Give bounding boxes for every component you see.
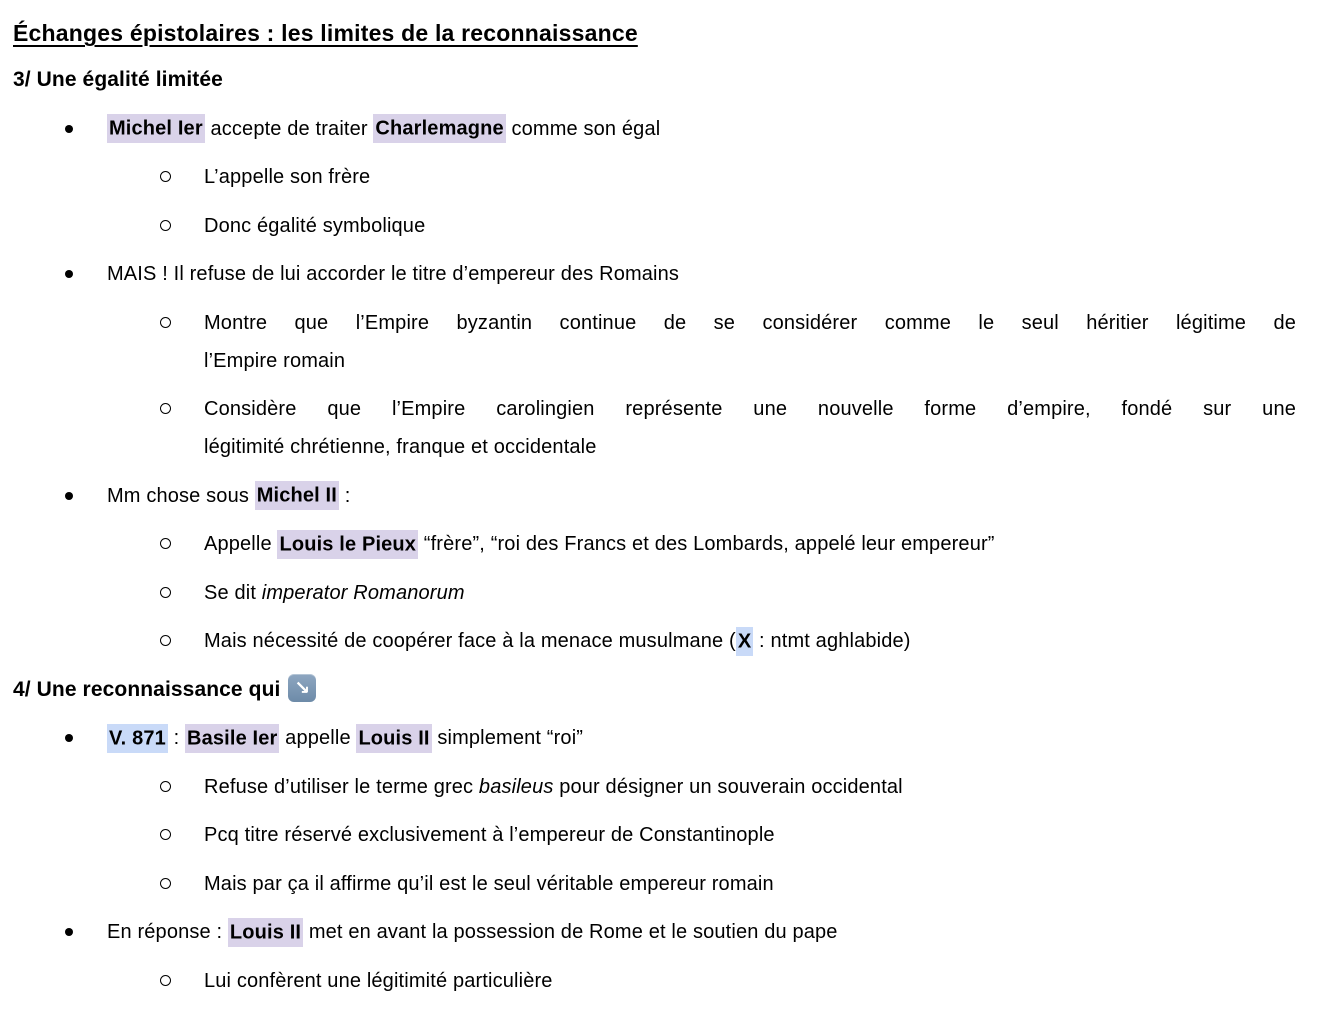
page-title: Échanges épistolaires : les limites de la reconnaissance — [13, 20, 638, 46]
text-run: “frère”, “roi des Francs et des Lombards, appelé leur empereur” — [418, 533, 995, 555]
highlighted-term: Basile Ier — [185, 724, 279, 753]
section-heading-4-text: 4/ Une reconnaissance qui — [13, 677, 281, 701]
highlighted-term: Michel Ier — [107, 114, 205, 143]
text-run: : — [167, 727, 186, 749]
latin-term: imperator Romanorum — [261, 581, 465, 604]
text-run: Se dit — [204, 581, 262, 604]
text-run: appelle — [279, 727, 357, 749]
sub-bullet-item — [13, 622, 1296, 660]
highlighted-term: X — [736, 627, 754, 656]
bullet-item — [13, 110, 1296, 148]
circle-bullet-icon — [160, 975, 171, 986]
circle-bullet-icon — [160, 538, 171, 549]
text-run: accepte de traiter — [204, 117, 374, 140]
circle-bullet-icon — [160, 781, 171, 792]
text-run: Donc égalité symbolique — [204, 214, 426, 237]
highlighted-term: Michel II — [255, 481, 339, 510]
text-run: Lui confèrent une légitimité particulière — [204, 969, 553, 992]
text-run: simplement “roi” — [431, 727, 584, 749]
circle-bullet-icon — [160, 317, 171, 328]
text-run: MAIS ! Il refuse de lui accorder le titre d’empereur des Romains — [107, 263, 680, 285]
circle-bullet-icon — [160, 587, 171, 598]
bullet-item — [13, 255, 1296, 293]
highlighted-term: Louis le Pieux — [277, 530, 418, 559]
section-heading-3: 3/ Une égalité limitée — [13, 68, 223, 91]
sub-bullet-item — [13, 574, 1296, 612]
text-line: Montre que l’Empire byzantin continue de se considérer comme le seul héritier légitime de — [204, 311, 1296, 334]
circle-bullet-icon — [160, 635, 171, 646]
sub-bullet-item — [13, 525, 1296, 563]
sub-bullet-item — [13, 158, 1296, 196]
sub-bullet-item — [13, 816, 1296, 854]
highlighted-date: V. 871 — [107, 724, 168, 753]
sub-bullet-item — [13, 962, 1296, 1000]
highlighted-term: Charlemagne — [373, 114, 505, 143]
text-run: : ntmt aghlabide) — [753, 630, 911, 652]
text-run: : — [338, 484, 351, 507]
text-line: l’Empire romain — [204, 349, 346, 372]
highlighted-term: Louis II — [356, 724, 431, 753]
bullet-icon — [65, 492, 73, 500]
text-run: Mais par ça il affirme qu’il est le seul véritable empereur romain — [204, 872, 774, 895]
section-heading-4 — [13, 671, 1296, 709]
bullet-icon — [65, 270, 73, 278]
text-run: Refuse d’utiliser le terme grec — [204, 775, 479, 798]
bullet-item — [13, 913, 1296, 951]
text-run: Pcq titre réservé exclusivement à l’empereur de Constantinople — [204, 824, 775, 846]
sub-bullet-item — [13, 768, 1296, 806]
text-run: comme son égal — [505, 117, 661, 140]
circle-bullet-icon — [160, 878, 171, 889]
text-run: Mais nécessité de coopérer face à la menace musulmane ( — [204, 630, 736, 652]
down-right-arrow-emoji — [288, 674, 316, 702]
bullet-icon — [65, 734, 73, 742]
sub-bullet-item — [13, 304, 1296, 380]
circle-bullet-icon — [160, 403, 171, 414]
sub-bullet-item — [13, 207, 1296, 245]
sub-bullet-item — [13, 865, 1296, 903]
text-run: L’appelle son frère — [204, 166, 371, 188]
text-run: Mm chose sous — [107, 484, 255, 507]
circle-bullet-icon — [160, 171, 171, 182]
text-line: légitimité chrétienne, franque et occidentale — [204, 436, 597, 458]
latin-term: basileus — [478, 775, 554, 798]
circle-bullet-icon — [160, 829, 171, 840]
down-right-arrow-glyph: ↘ — [294, 676, 311, 699]
bullet-item — [13, 477, 1296, 515]
text-run: En réponse : — [107, 921, 228, 943]
bullet-icon — [65, 125, 73, 133]
sub-bullet-item — [13, 390, 1296, 466]
highlighted-term: Louis II — [228, 918, 303, 947]
circle-bullet-icon — [160, 220, 171, 231]
text-run: met en avant la possession de Rome et le soutien du pape — [303, 921, 838, 943]
text-run: Appelle — [204, 533, 278, 555]
bullet-item — [13, 719, 1296, 757]
bullet-icon — [65, 928, 73, 936]
text-run: pour désigner un souverain occidental — [553, 775, 903, 798]
text-line: Considère que l’Empire carolingien représente une nouvelle forme d’empire, fondé sur une — [204, 398, 1296, 420]
